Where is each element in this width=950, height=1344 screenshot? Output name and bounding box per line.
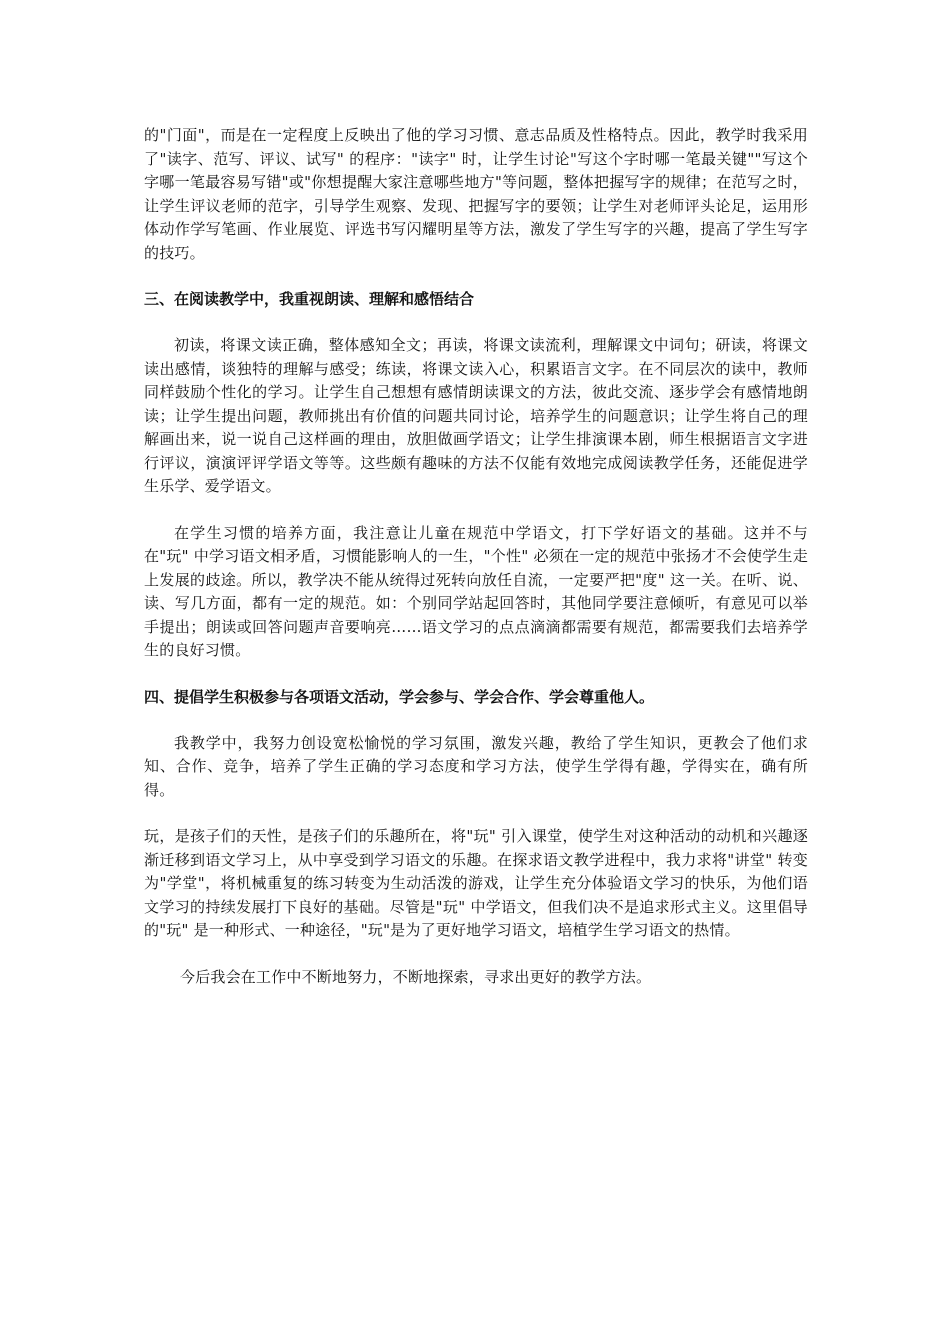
paragraph-reading-levels: 初读，将课文读正确，整体感知全文；再读，将课文读流利，理解课文中词句；研读，将课文读出感情，谈独特的理解与感受；练读，将课文读入心，积累语言文字。在不同层次的读中，教师同样鼓励个性化的学习。让学生自己想想有感情朗读课文的方法，彼此交流、逐步学会有感情地朗读；让学生提出问题，教师挑出有价值的问题共同讨论，培养学生的问题意识；让学生将自己的理解画出来，说一说自己这样画的理由，放胆做画学语文；让学生排演课本剧，师生根据语言文字进行评议，演演评评学语文等等。这些颇有趣味的方法不仅能有效地完成阅读教学任务，还能促进学生乐学、爱学语文。 (144, 336, 808, 495)
paragraph-conclusion: 今后我会在工作中不断地努力，不断地探索，寻求出更好的教学方法。 (180, 967, 652, 986)
section-heading-reading: 三、在阅读教学中，我重视朗读、理解和感悟结合 (144, 290, 475, 308)
section-heading-activities: 四、提倡学生积极参与各项语文活动，学会参与、学会合作、学会尊重他人。 (144, 687, 655, 706)
paragraph-habits: 在学生习惯的培养方面，我注意让儿童在规范中学语文，打下学好语文的基础。这并不与在"玩" 中学习语文相矛盾，习惯能影响人的一生，"个性" 必须在一定的规范中张扬才不会使学生走上发展的歧途。所以，教学决不能从统得过死转向放任自流，一定要严把"度" 这一关。在听、说、读、写几方面，都有一定的规范。如：个别同学站起回答时，其他同学要注意倾听，有意见可以举手提出；朗读或回答问题声音要响亮……语文学习的点点滴滴都需要有规范，都需要我们去培养学生的良好习惯。 (144, 523, 808, 659)
paragraph-writing-method: 的"门面"，而是在一定程度上反映出了他的学习习惯、意志品质及性格特点。因此，教学时我采用了"读字、范写、评议、试写" 的程序："读字" 时，让学生讨论"写这个字时哪一笔最关键""写这个字哪一笔最容易写错"或"你想提醒大家注意哪些地方"等问题，整体把握写字的规律；在范写之时，让学生评议老师的范字，引导学生观察、发现、把握写字的要领；让学生对老师评头论足，运用形体动作学写笔画、作业展览、评选书写闪耀明星等方法，激发了学生写字的兴趣，提高了学生写字的技巧。 (144, 126, 808, 262)
paragraph-play: 玩，是孩子们的天性，是孩子们的乐趣所在，将"玩" 引入课堂，使学生对这种活动的动机和兴趣逐渐迁移到语文学习上，从中享受到学习语文的乐趣。在探求语文教学进程中，我力求将"讲堂" 转变为"学堂"，将机械重复的练习转变为生动活泼的游戏，让学生充分体验语文学习的快乐，为他们语文学习的持续发展打下良好的基础。尽管是"玩" 中学语文，但我们决不是追求形式主义。这里倡导的"玩" 是一种形式、一种途径，"玩"是为了更好地学习语文，培植学生学习语文的热情。 (144, 827, 808, 939)
paragraph-atmosphere: 我教学中，我努力创设宽松愉悦的学习氛围，激发兴趣，教给了学生知识，更教会了他们求知、合作、竞争，培养了学生正确的学习态度和学习方法，使学生学得有趣，学得实在，确有所得。 (144, 733, 808, 799)
document-page (144, 124, 808, 1012)
